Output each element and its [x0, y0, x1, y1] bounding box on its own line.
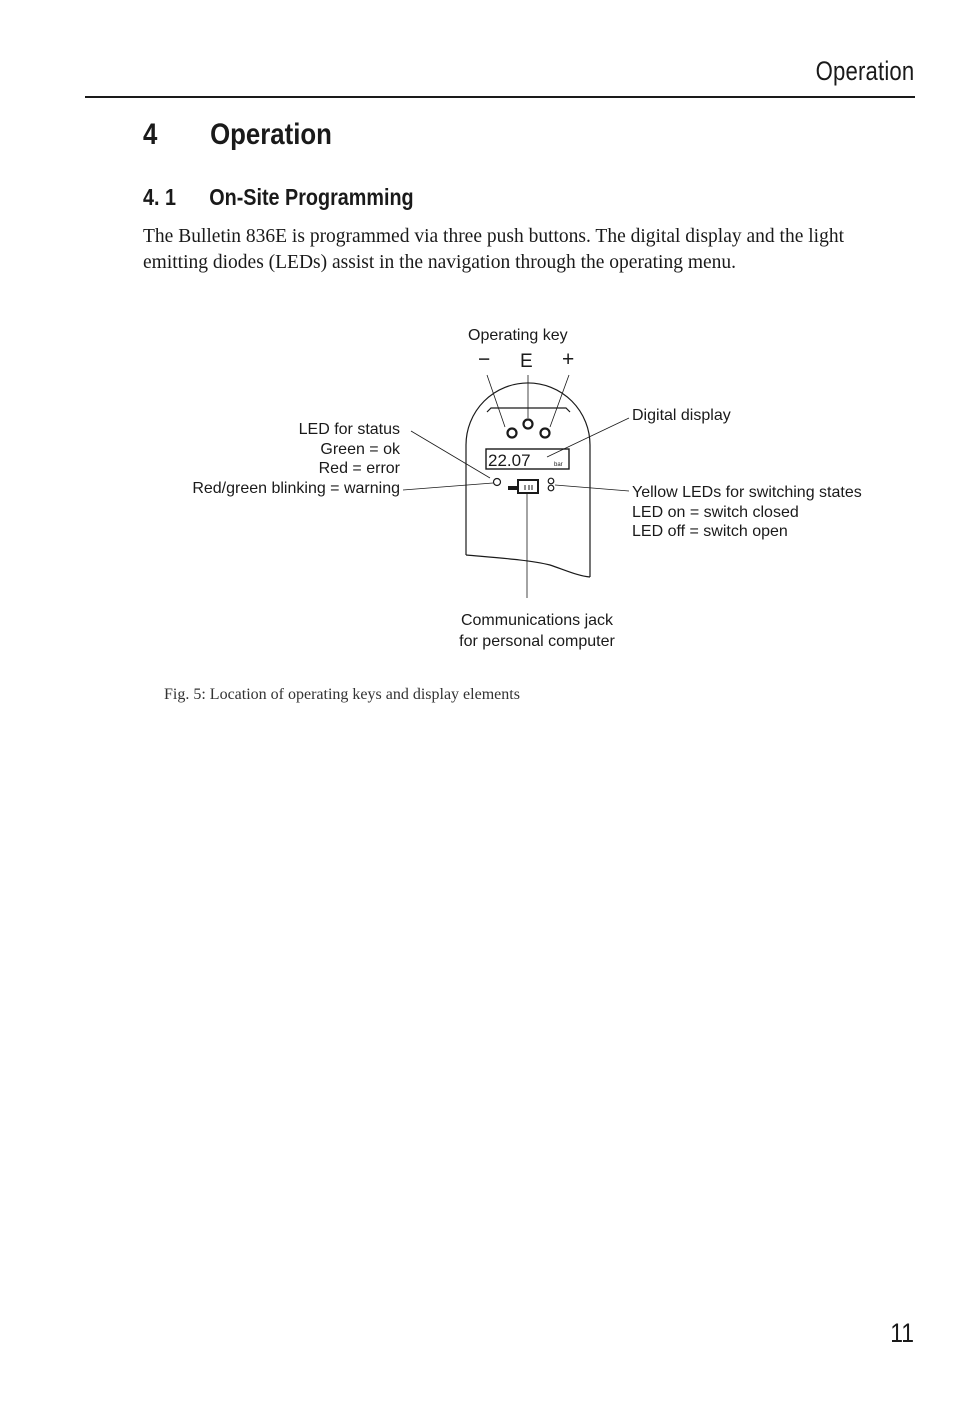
running-header: Operation	[815, 56, 914, 86]
page-number: 11	[890, 1318, 914, 1348]
body-paragraph: The Bulletin 836E is programmed via three push buttons. The digital display and the light emitting diodes (LEDs) assist in the navigation through the operating menu.	[143, 226, 844, 273]
device-bottom-cut	[466, 555, 590, 577]
comm-jack	[518, 480, 538, 493]
display-unit: bar	[554, 462, 563, 468]
chapter-title: Operation	[210, 118, 332, 151]
yellow-led-1	[548, 478, 554, 484]
yellow-leds-line: LED on = switch closed	[632, 503, 799, 521]
led-status-line: Green = ok	[320, 440, 400, 458]
yellow-leds-line: Yellow LEDs for switching states	[632, 484, 862, 501]
yellow-led-2	[548, 485, 554, 491]
display-reading: 22.07	[488, 451, 531, 470]
section-title: On-Site Programming	[209, 184, 414, 210]
e-key	[524, 420, 533, 429]
comm-jack-line: for personal computer	[459, 632, 615, 650]
comm-jack-line: Communications jack	[460, 612, 614, 629]
yellow-leds-label	[632, 483, 862, 542]
section-heading	[143, 184, 414, 211]
e-key-label: E	[520, 351, 533, 372]
plus-key-label: +	[562, 348, 575, 371]
status-led	[494, 479, 501, 486]
header-rule	[85, 96, 915, 98]
section-number: 4. 1	[143, 184, 177, 210]
chapter-number: 4	[143, 118, 158, 151]
yellow-leds-line: LED off = switch open	[632, 523, 788, 540]
led-status-label	[192, 420, 400, 498]
chapter-heading	[143, 118, 332, 152]
comm-jack-label	[437, 611, 637, 652]
figure-caption: Fig. 5: Location of operating keys and display elements	[164, 686, 520, 703]
digital-display-label: Digital display	[632, 407, 731, 424]
minus-key	[508, 429, 517, 438]
plus-key	[541, 429, 550, 438]
led-status-line: LED for status	[298, 421, 400, 438]
operating-key-label: Operating key	[468, 327, 568, 344]
led-status-line: Red/green blinking = warning	[192, 479, 400, 497]
figure-device-diagram	[0, 300, 954, 680]
minus-key-label: −	[478, 348, 491, 371]
led-status-line: Red = error	[318, 460, 400, 477]
